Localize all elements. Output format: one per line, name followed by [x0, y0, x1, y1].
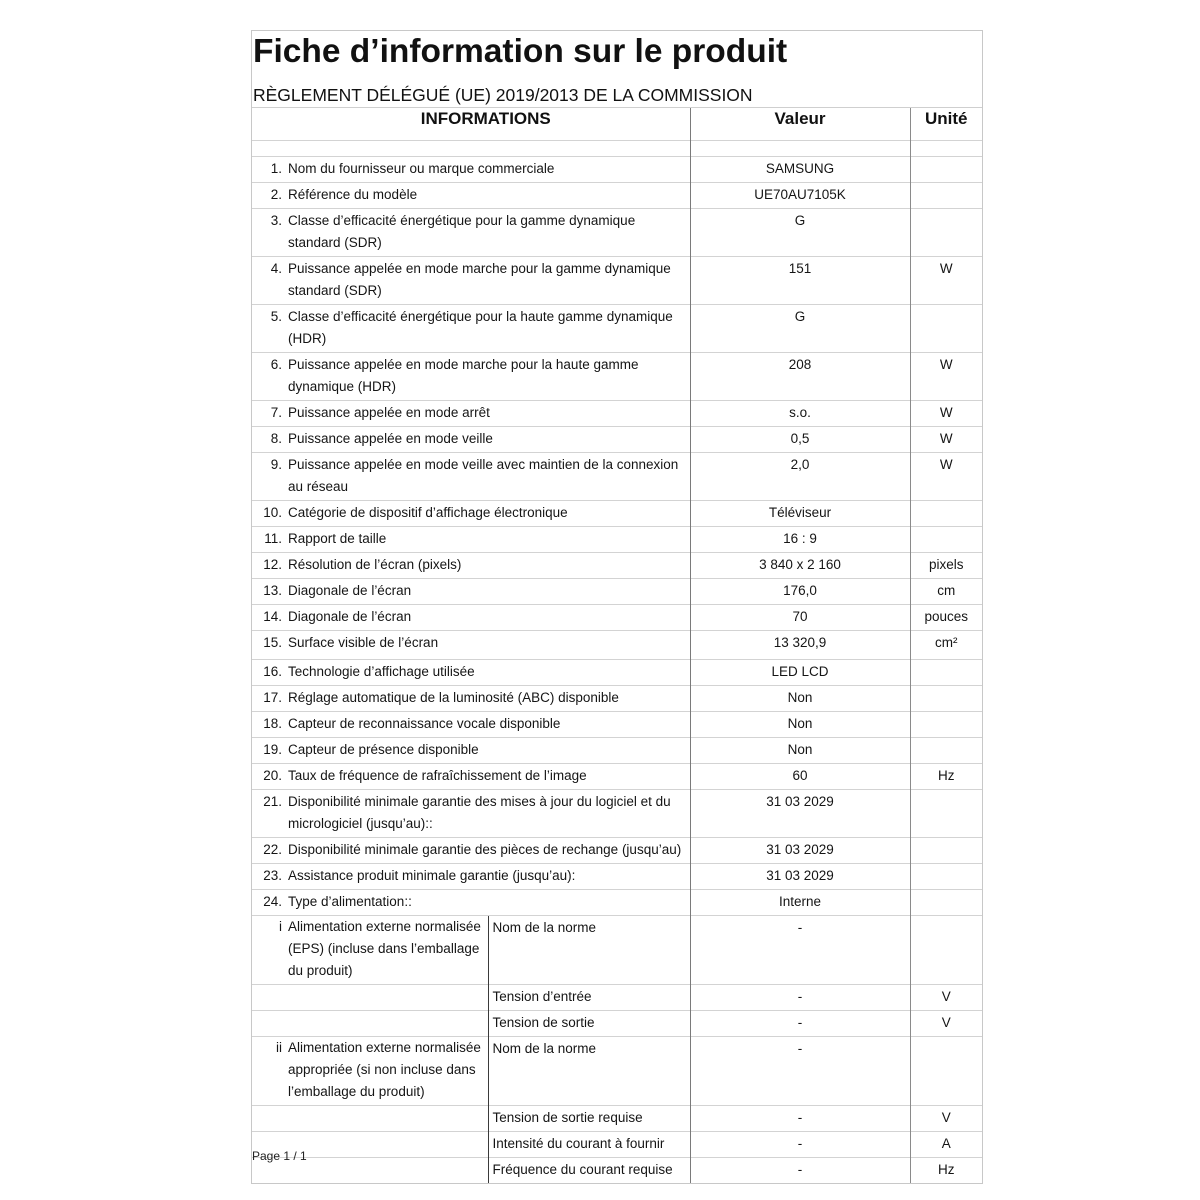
row-value: s.o.	[690, 400, 910, 426]
row-number: 18.	[252, 711, 288, 737]
header-row	[252, 108, 982, 140]
row-label: Diagonale de l’écran	[288, 604, 690, 630]
row-unit: W	[910, 400, 982, 426]
empty-cell	[690, 140, 910, 156]
item-value: -	[690, 1036, 910, 1105]
item-unit	[910, 1036, 982, 1105]
item-unit: V	[910, 1010, 982, 1036]
information-table-body	[252, 156, 982, 1183]
power-supply-row	[252, 1105, 982, 1131]
table-row	[252, 500, 982, 526]
row-value: LED LCD	[690, 659, 910, 685]
row-value: Non	[690, 711, 910, 737]
row-label: Assistance produit minimale garantie (jusqu’au):	[288, 863, 690, 889]
row-unit: pouces	[910, 604, 982, 630]
row-number: 10.	[252, 500, 288, 526]
row-unit	[910, 889, 982, 915]
empty-cell	[288, 984, 488, 1010]
table-row	[252, 182, 982, 208]
row-value: Non	[690, 685, 910, 711]
item-value: -	[690, 1010, 910, 1036]
option-number: i	[252, 915, 288, 984]
row-number: 14.	[252, 604, 288, 630]
row-value: 3 840 x 2 160	[690, 552, 910, 578]
row-unit	[910, 685, 982, 711]
option-label: Alimentation externe normalisée (EPS) (incluse dans l’emballage du produit)	[288, 915, 488, 984]
empty-cell	[288, 1105, 488, 1131]
row-unit: cm²	[910, 630, 982, 659]
row-label: Type d’alimentation::	[288, 889, 690, 915]
empty-cell	[288, 1131, 488, 1157]
row-unit: W	[910, 256, 982, 304]
row-value: 151	[690, 256, 910, 304]
row-unit	[910, 659, 982, 685]
row-unit	[910, 156, 982, 182]
item-label: Tension de sortie	[488, 1010, 690, 1036]
row-label: Puissance appelée en mode marche pour la haute gamme dynamique (HDR)	[288, 352, 690, 400]
page-number: Page 1 / 1	[252, 1149, 307, 1163]
item-unit: A	[910, 1131, 982, 1157]
row-unit	[910, 837, 982, 863]
row-value: 0,5	[690, 426, 910, 452]
row-unit: Hz	[910, 763, 982, 789]
row-value: 13 320,9	[690, 630, 910, 659]
row-number: 2.	[252, 182, 288, 208]
row-number: 13.	[252, 578, 288, 604]
empty-cell	[910, 140, 982, 156]
row-label: Réglage automatique de la luminosité (ABC) disponible	[288, 685, 690, 711]
document-title: Fiche d’information sur le produit	[253, 33, 788, 70]
table-row	[252, 837, 982, 863]
row-number: 24.	[252, 889, 288, 915]
table-row	[252, 863, 982, 889]
table-row	[252, 578, 982, 604]
row-label: Puissance appelée en mode marche pour la gamme dynamique standard (SDR)	[288, 256, 690, 304]
table-row	[252, 630, 982, 659]
table-row	[252, 685, 982, 711]
item-value: -	[690, 915, 910, 984]
empty-cell	[252, 140, 288, 156]
row-unit: pixels	[910, 552, 982, 578]
row-label: Disponibilité minimale garantie des mises à jour du logiciel et du micrologiciel (jusqu’au)::	[288, 789, 690, 837]
row-unit	[910, 182, 982, 208]
table-row	[252, 552, 982, 578]
empty-cell	[252, 1010, 288, 1036]
table-row	[252, 452, 982, 500]
row-number: 9.	[252, 452, 288, 500]
item-label: Nom de la norme	[488, 915, 690, 984]
product-information-sheet	[251, 30, 983, 1184]
row-unit	[910, 208, 982, 256]
item-label: Tension d’entrée	[488, 984, 690, 1010]
table-row	[252, 789, 982, 837]
row-label: Disponibilité minimale garantie des pièces de rechange (jusqu’au)	[288, 837, 690, 863]
row-label: Puissance appelée en mode arrêt	[288, 400, 690, 426]
row-number: 21.	[252, 789, 288, 837]
table-row	[252, 659, 982, 685]
item-label: Fréquence du courant requise	[488, 1157, 690, 1183]
item-label: Tension de sortie requise	[488, 1105, 690, 1131]
row-number: 20.	[252, 763, 288, 789]
row-unit	[910, 863, 982, 889]
power-supply-row	[252, 1131, 982, 1157]
row-unit: W	[910, 352, 982, 400]
row-label: Puissance appelée en mode veille avec maintien de la connexion au réseau	[288, 452, 690, 500]
row-unit	[910, 304, 982, 352]
power-supply-row	[252, 1010, 982, 1036]
row-label: Classe d’efficacité énergétique pour la haute gamme dynamique (HDR)	[288, 304, 690, 352]
row-number: 23.	[252, 863, 288, 889]
empty-cell	[252, 984, 288, 1010]
row-number: 12.	[252, 552, 288, 578]
row-label: Nom du fournisseur ou marque commerciale	[288, 156, 690, 182]
header-number-cell	[252, 108, 288, 140]
table-row	[252, 304, 982, 352]
item-unit: V	[910, 984, 982, 1010]
row-unit	[910, 526, 982, 552]
row-label: Rapport de taille	[288, 526, 690, 552]
document-subtitle: RÈGLEMENT DÉLÉGUÉ (UE) 2019/2013 DE LA COMMISSION	[252, 84, 982, 108]
row-unit: cm	[910, 578, 982, 604]
row-value: 31 03 2029	[690, 789, 910, 837]
row-value: 2,0	[690, 452, 910, 500]
table-row	[252, 352, 982, 400]
row-unit	[910, 737, 982, 763]
item-value: -	[690, 1105, 910, 1131]
row-number: 7.	[252, 400, 288, 426]
row-number: 16.	[252, 659, 288, 685]
table-row	[252, 604, 982, 630]
item-label: Nom de la norme	[488, 1036, 690, 1105]
row-number: 8.	[252, 426, 288, 452]
row-unit: W	[910, 452, 982, 500]
item-value: -	[690, 1131, 910, 1157]
row-value: SAMSUNG	[690, 156, 910, 182]
row-value: G	[690, 304, 910, 352]
row-value: G	[690, 208, 910, 256]
row-unit	[910, 711, 982, 737]
item-value: -	[690, 1157, 910, 1183]
row-number: 19.	[252, 737, 288, 763]
empty-cell	[252, 1105, 288, 1131]
row-value: Interne	[690, 889, 910, 915]
row-number: 1.	[252, 156, 288, 182]
item-unit: V	[910, 1105, 982, 1131]
item-value: -	[690, 984, 910, 1010]
row-value: Non	[690, 737, 910, 763]
row-value: 208	[690, 352, 910, 400]
row-unit	[910, 500, 982, 526]
header-unite: Unité	[925, 109, 968, 128]
option-number: ii	[252, 1036, 288, 1105]
row-label: Capteur de reconnaissance vocale disponible	[288, 711, 690, 737]
row-number: 15.	[252, 630, 288, 659]
row-label: Taux de fréquence de rafraîchissement de l’image	[288, 763, 690, 789]
table-row	[252, 156, 982, 182]
row-label: Surface visible de l’écran	[288, 630, 690, 659]
table-row	[252, 711, 982, 737]
row-value: 70	[690, 604, 910, 630]
row-unit: W	[910, 426, 982, 452]
row-label: Classe d’efficacité énergétique pour la gamme dynamique standard (SDR)	[288, 208, 690, 256]
empty-cell	[288, 140, 690, 156]
power-supply-row	[252, 984, 982, 1010]
row-label: Diagonale de l’écran	[288, 578, 690, 604]
row-number: 22.	[252, 837, 288, 863]
header-valeur: Valeur	[690, 108, 910, 140]
table-row	[252, 737, 982, 763]
row-number: 4.	[252, 256, 288, 304]
row-value: 31 03 2029	[690, 863, 910, 889]
table-row	[252, 208, 982, 256]
row-value: 176,0	[690, 578, 910, 604]
power-supply-row	[252, 1036, 982, 1105]
row-number: 5.	[252, 304, 288, 352]
row-value: 31 03 2029	[690, 837, 910, 863]
row-unit	[910, 789, 982, 837]
row-number: 17.	[252, 685, 288, 711]
row-value: Téléviseur	[690, 500, 910, 526]
table-row	[252, 426, 982, 452]
item-unit: Hz	[910, 1157, 982, 1183]
empty-cell	[288, 1157, 488, 1183]
table-row	[252, 526, 982, 552]
row-label: Technologie d’affichage utilisée	[288, 659, 690, 685]
item-unit	[910, 915, 982, 984]
table-row	[252, 889, 982, 915]
row-number: 11.	[252, 526, 288, 552]
header-informations: INFORMATIONS	[288, 108, 690, 140]
information-table	[252, 108, 982, 1183]
spacer-row	[252, 140, 982, 156]
row-value: 60	[690, 763, 910, 789]
empty-cell	[288, 1010, 488, 1036]
option-label: Alimentation externe normalisée appropriée (si non incluse dans l’emballage du produit)	[288, 1036, 488, 1105]
item-label: Intensité du courant à fournir	[488, 1131, 690, 1157]
row-value: 16 : 9	[690, 526, 910, 552]
row-number: 6.	[252, 352, 288, 400]
row-label: Puissance appelée en mode veille	[288, 426, 690, 452]
table-row	[252, 400, 982, 426]
power-supply-row	[252, 915, 982, 984]
table-row	[252, 763, 982, 789]
row-label: Référence du modèle	[288, 182, 690, 208]
row-label: Catégorie de dispositif d’affichage électronique	[288, 500, 690, 526]
row-number: 3.	[252, 208, 288, 256]
row-label: Capteur de présence disponible	[288, 737, 690, 763]
row-value: UE70AU7105K	[690, 182, 910, 208]
table-row	[252, 256, 982, 304]
power-supply-row	[252, 1157, 982, 1183]
row-label: Résolution de l’écran (pixels)	[288, 552, 690, 578]
